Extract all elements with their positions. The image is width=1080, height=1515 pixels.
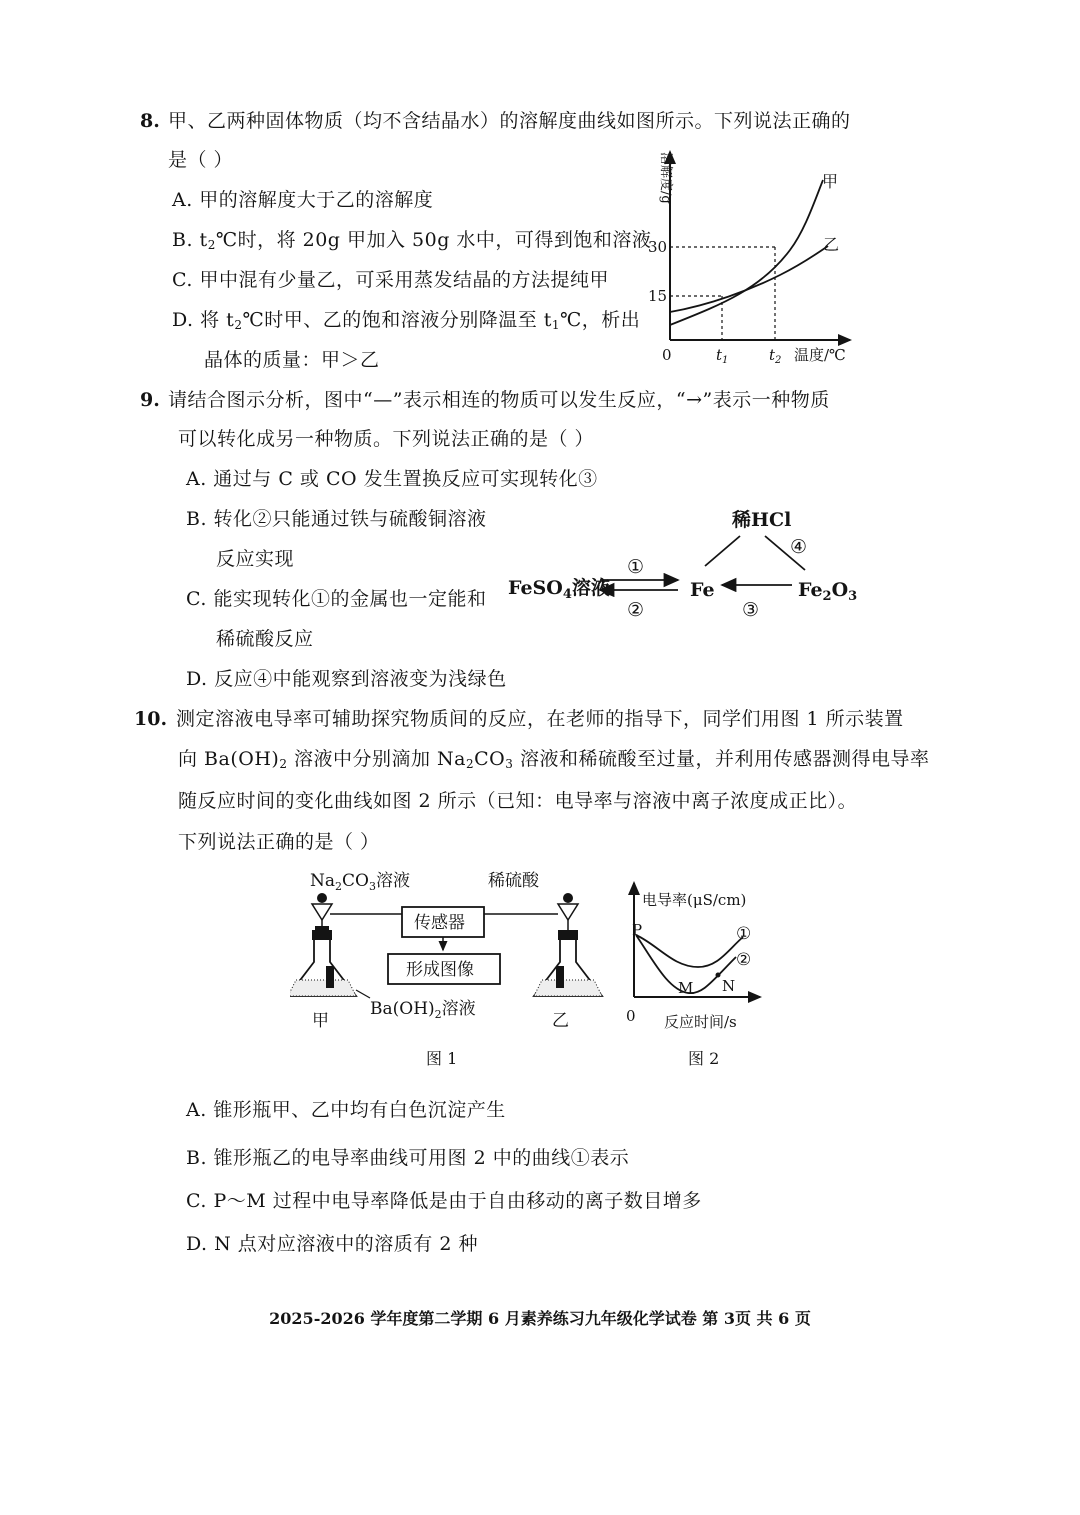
- solubility-graph: [640, 140, 865, 370]
- q8-number: 8.: [140, 110, 160, 132]
- h2so4-label: 稀硫酸: [488, 871, 539, 891]
- label-3: ③: [742, 599, 760, 621]
- apparatus-figure: [290, 862, 630, 1077]
- q9-option-b-line2: 反应实现: [216, 548, 295, 570]
- flask-yi-label: 乙: [552, 1011, 569, 1031]
- baoh2-label: $Ba(OH)_2$溶液: [370, 999, 476, 1021]
- x-axis-label: 反应时间/s: [664, 1013, 737, 1031]
- flask-jia-label: 甲: [312, 1011, 329, 1031]
- q8-stem-line1: 甲、乙两种固体物质（均不含结晶水）的溶解度曲线如图所示。下列说法正确的: [168, 110, 851, 132]
- q9-stem-line1: 请结合图示分析，图中“—”表示相连的物质可以发生反应，“→”表示一种物质: [168, 389, 830, 411]
- curve-1: [636, 935, 743, 967]
- page-footer: 2025-2026 学年度第二学期 6 月素养练习九年级化学试卷 第 3页 共 6 页: [269, 1309, 811, 1328]
- x-tick-t1: $t_1$: [716, 346, 729, 366]
- fig1-caption: 图 1: [426, 1049, 458, 1068]
- q9-option-c-line1: C. 能实现转化①的金属也一定能和: [186, 588, 487, 610]
- curve-yi: [670, 246, 828, 312]
- q10-option-d: D. N 点对应溶液中的溶质有 2 种: [186, 1233, 478, 1255]
- q8-option-d-line2: 晶体的质量：甲＞乙: [204, 349, 380, 371]
- link-hcl-fe: [705, 536, 740, 566]
- point-p-label: P: [632, 921, 643, 939]
- q10-stem-line3: 随反应时间的变化曲线如图 2 所示（已知：电导率与溶液中离子浓度成正比）。: [178, 790, 858, 812]
- fig2-caption: 图 2: [688, 1049, 720, 1068]
- curve-jia: [670, 180, 823, 325]
- reaction-diagram: [500, 498, 870, 633]
- x-axis-label: 温度/℃: [794, 346, 846, 364]
- funnel-right: [558, 904, 578, 920]
- q9-option-d: D. 反应④中能观察到溶液变为浅绿色: [186, 668, 507, 690]
- label-2: ②: [627, 599, 645, 621]
- q8-option-a: A. 甲的溶解度大于乙的溶解度: [172, 189, 434, 211]
- y-axis-label: 电导率(μS/cm): [642, 891, 747, 909]
- fe2o3-label: $Fe_2O_3$: [798, 579, 858, 604]
- q9-option-b-line1: B. 转化②只能通过铁与硫酸铜溶液: [186, 508, 487, 530]
- q10-option-c: C. P～M 过程中电导率降低是由于自由移动的离子数目增多: [186, 1190, 702, 1212]
- na2co3-label: $Na_2CO_3$溶液: [310, 871, 410, 893]
- fe-label: Fe: [690, 579, 715, 601]
- curve-yi-label: 乙: [823, 235, 840, 254]
- q8-option-d: D. 将 $t_2℃$时甲、乙的饱和溶液分别降温至 $t_1℃$，析出: [172, 309, 641, 332]
- q8-option-c: C. 甲中混有少量乙，可采用蒸发结晶的方法提纯甲: [172, 269, 609, 291]
- funnel-left: [312, 904, 332, 920]
- point-m-label: M: [678, 979, 694, 997]
- q8-option-b: B. $t_2℃$时，将 20g 甲加入 50g 水中，可得到饱和溶液: [172, 229, 652, 252]
- q9-option-a: A. 通过与 C 或 CO 发生置换反应可实现转化③: [186, 468, 598, 490]
- q10-number: 10.: [134, 708, 168, 730]
- label-1: ①: [627, 556, 645, 578]
- q10-option-b: B. 锥形瓶乙的电导率曲线可用图 2 中的曲线①表示: [186, 1147, 630, 1169]
- curve-1-label: ①: [736, 924, 752, 944]
- q9-stem-line2: 可以转化成另一种物质。下列说法正确的是（ ）: [178, 428, 595, 450]
- origin-label: 0: [662, 346, 672, 364]
- label-4: ④: [790, 536, 808, 558]
- feso4-label: FeSO$_4$溶液: [508, 577, 610, 602]
- q10-stem-line1: 测定溶液电导率可辅助探究物质间的反应，在老师的指导下，同学们用图 1 所示装置: [176, 708, 904, 730]
- q10-stem-line2: 向 $Ba(OH)_2$ 溶液中分别滴加 $Na_2CO_3$ 溶液和稀硫酸至过量，并利用传感器测得电导率: [178, 748, 930, 771]
- q10-option-a: A. 锥形瓶甲、乙中均有白色沉淀产生: [186, 1099, 506, 1121]
- image-label: 形成图像: [406, 960, 474, 980]
- curve-2-label: ②: [736, 950, 752, 970]
- point-n-label: N: [722, 977, 736, 995]
- y-tick-30: 30: [648, 238, 668, 256]
- sensor-label: 传感器: [414, 913, 465, 933]
- q9-number: 9.: [140, 389, 160, 411]
- y-axis-label: 溶解度/g: [658, 152, 673, 204]
- q8-stem-line2: 是（ ）: [168, 149, 234, 171]
- x-tick-t2: $t_2$: [769, 346, 782, 366]
- point-n: [716, 973, 721, 978]
- y-tick-15: 15: [648, 287, 668, 305]
- q10-stem-line4: 下列说法正确的是（ ）: [178, 831, 380, 853]
- curve-jia-label: 甲: [822, 172, 839, 191]
- origin-label: 0: [626, 1007, 636, 1025]
- conductivity-graph: [618, 875, 798, 1075]
- hcl-label: 稀HCl: [732, 509, 792, 531]
- q9-option-c-line2: 稀硫酸反应: [216, 628, 314, 650]
